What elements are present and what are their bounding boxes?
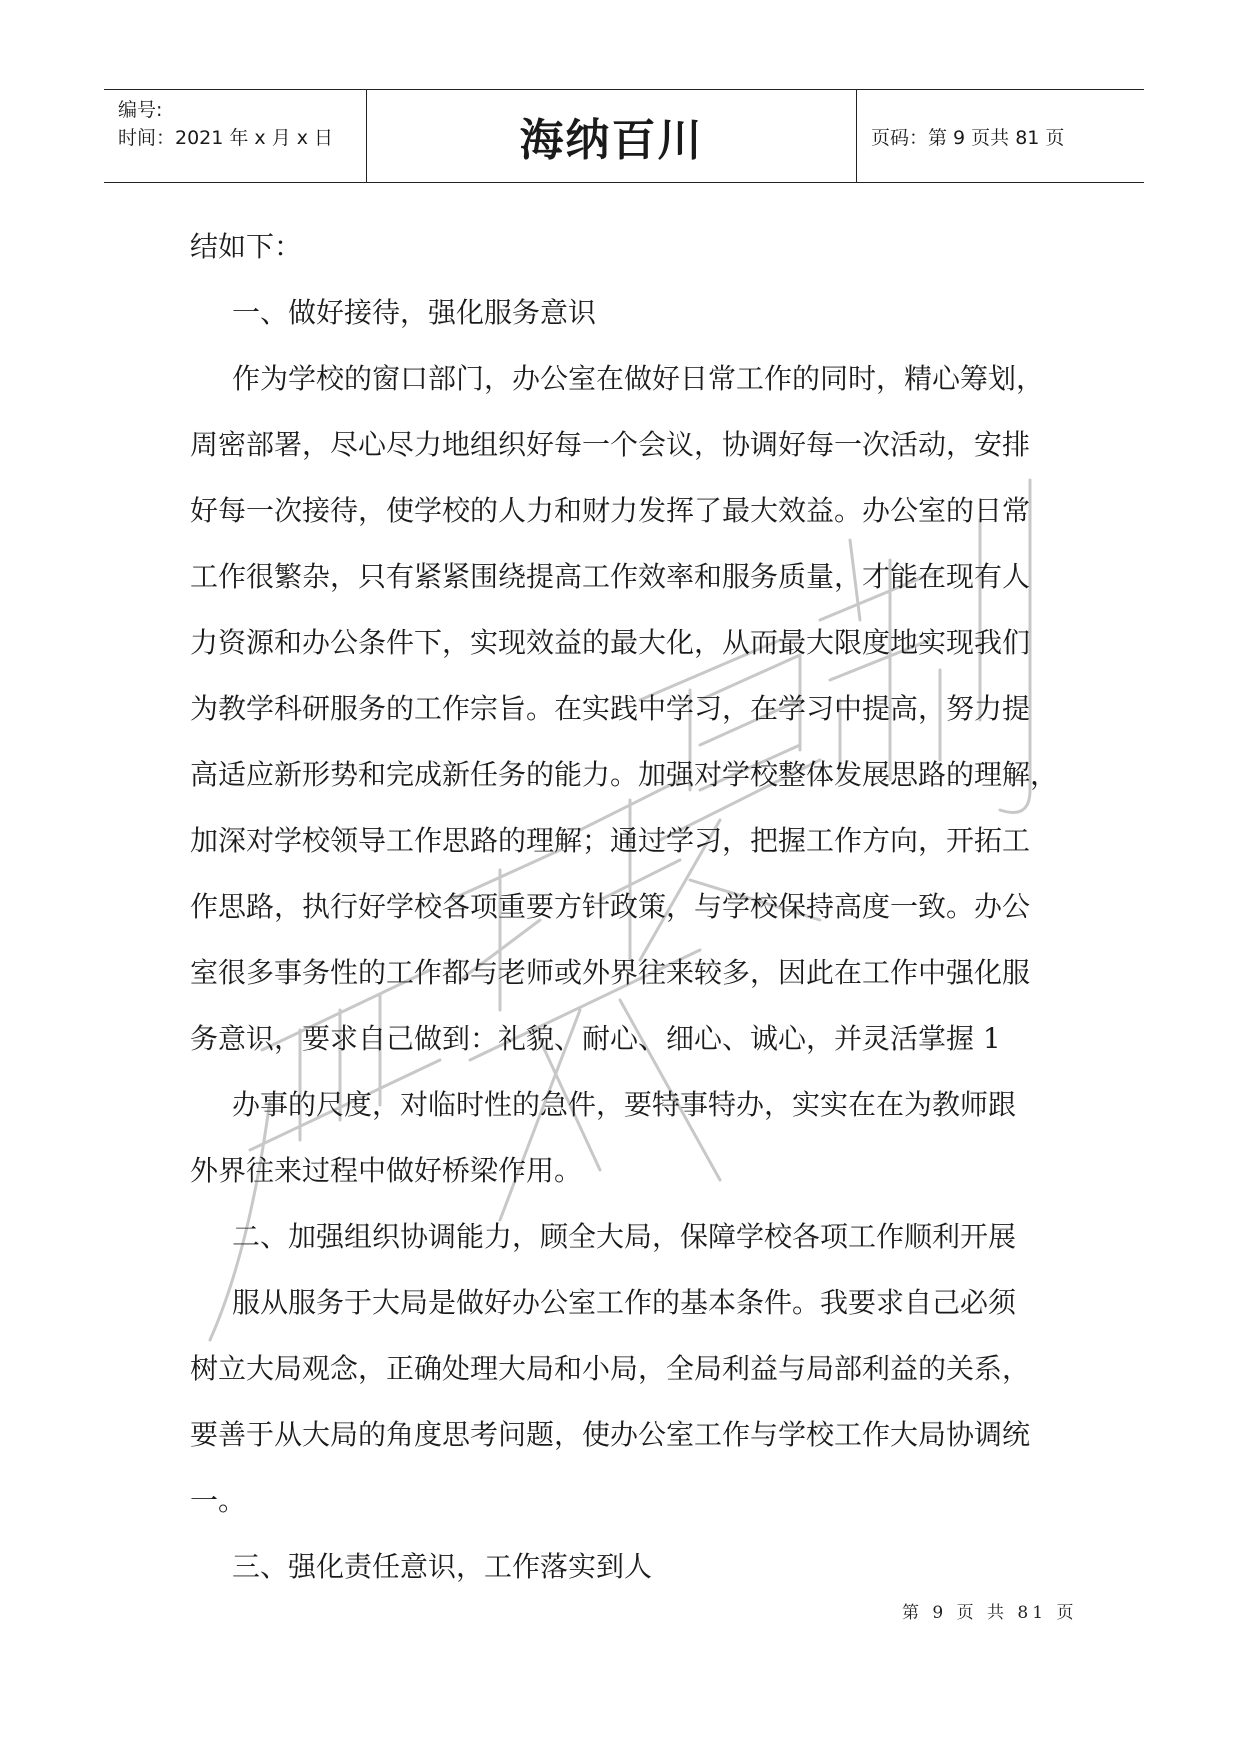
text-line: 二、加强组织协调能力，顾全大局，保障学校各项工作顺利开展 — [232, 1220, 1017, 1253]
text-line: 务意识，要求自己做到：礼貌、耐心、细心、诚心，并灵活掌握 1 — [190, 1022, 1001, 1055]
text-line: 加深对学校领导工作思路的理解；通过学习，把握工作方向，开拓工 — [190, 824, 1031, 857]
text-line: 一。 — [190, 1484, 247, 1517]
text-line: 三、强化责任意识，工作落实到人 — [232, 1550, 653, 1583]
text-line: 高适应新形势和完成新任务的能力。加强对学校整体发展思路的理解， — [190, 758, 1059, 791]
text-line: 外界往来过程中做好桥梁作用。 — [190, 1154, 583, 1187]
text-line: 结如下： — [190, 230, 303, 263]
text-line: 办事的尺度，对临时性的急件，要特事特办，实实在在为教师跟 — [232, 1088, 1017, 1121]
text-line: 服从服务于大局是做好办公室工作的基本条件。我要求自己必须 — [232, 1286, 1017, 1319]
text-line: 树立大局观念，正确处理大局和小局，全局利益与局部利益的关系， — [190, 1352, 1031, 1385]
document-body — [190, 214, 1070, 1600]
page-footer: 第 9 页 共 81 页 — [902, 1603, 1078, 1623]
text-line: 室很多事务性的工作都与老师或外界往来较多，因此在工作中强化服 — [190, 956, 1031, 989]
serial-number-label: 编号: — [118, 99, 163, 121]
header-page-info: 页码：第 9 页共 81 页 — [871, 126, 1065, 149]
text-line: 周密部署，尽心尽力地组织好每一个会议，协调好每一次活动，安排 — [190, 428, 1031, 461]
header-brand: 海纳百川 — [367, 90, 857, 182]
header-left-cell — [104, 90, 367, 182]
text-line: 为教学科研服务的工作宗旨。在实践中学习，在学习中提高，努力提 — [190, 692, 1031, 725]
text-line: 作为学校的窗口部门，办公室在做好日常工作的同时，精心筹划， — [232, 362, 1045, 395]
text-line: 一、做好接待，强化服务意识 — [232, 296, 597, 329]
text-line: 作思路，执行好学校各项重要方针政策，与学校保持高度一致。办公 — [190, 890, 1031, 923]
text-line: 好每一次接待，使学校的人力和财力发挥了最大效益。办公室的日常 — [190, 494, 1031, 527]
text-line: 力资源和办公条件下，实现效益的最大化，从而最大限度地实现我们 — [190, 626, 1031, 659]
document-header — [104, 89, 1144, 183]
text-line: 工作很繁杂，只有紧紧围绕提高工作效率和服务质量，才能在现有人 — [190, 560, 1031, 593]
text-line: 要善于从大局的角度思考问题，使办公室工作与学校工作大局协调统 — [190, 1418, 1031, 1451]
time-label: 时间：2021 年 x 月 x 日 — [118, 127, 334, 149]
